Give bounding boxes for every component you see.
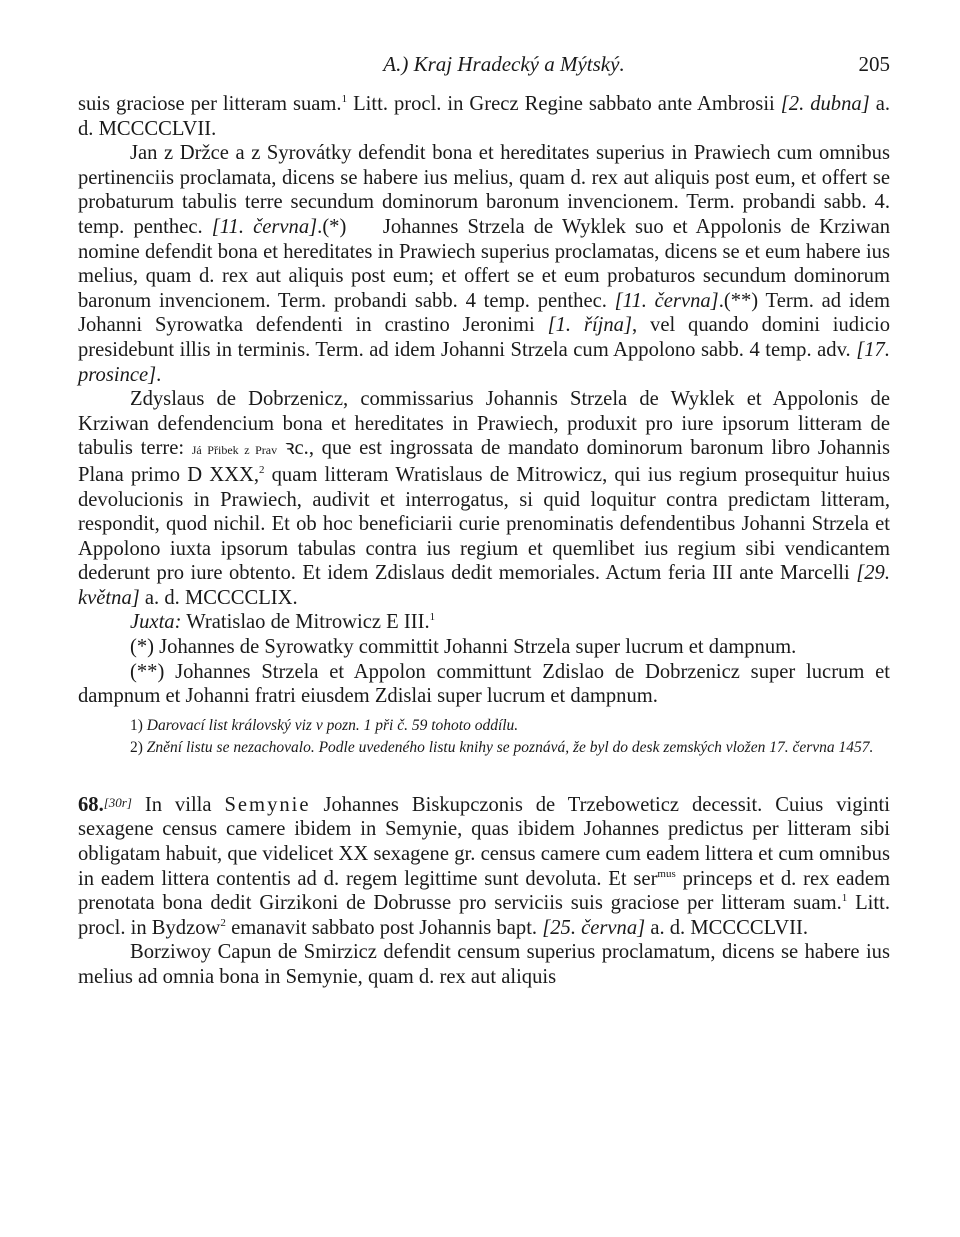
text-run: , vel quando domini iudicio presidebunt illis in terminis. Term. ad idem Johanni Strzela cum Appolono sabb. 4 temp. adv.: [78, 314, 890, 361]
main-text: [78, 92, 896, 709]
text-run: a. d. MCCCCLVII.: [645, 916, 809, 939]
date-note: [2. dubna]: [780, 93, 870, 115]
footnote-mark: 1): [130, 716, 143, 734]
text-run: quam litteram Wratislaus de Mitrowicz, qui ius regium prosequitur huius devolucionis in Prawiech, audivit et interrogatus, si quid loquitur contra predictam litteram, respondit, quod nichil. Et ob hoc beneficiarii curie prenominatis defendentibus Johanni Strzela et Appolono iuxta ipsorum tabulas contra ius regium et quemlibet ius regium sibi vendicantem dederunt pro iure obtento. Et idem Zdislaus dedit memoriales. Actum feria III ante Marcelli: [78, 463, 891, 585]
note-mark: .(*): [317, 215, 347, 238]
juxta-label: Juxta:: [130, 611, 182, 634]
place-name: Semynie: [224, 793, 311, 816]
date-note: [11. června]: [614, 289, 719, 312]
superscript-abbrev: mus: [657, 867, 676, 880]
entry-68-paragraph: [78, 791, 890, 941]
footnote-2: [78, 737, 890, 759]
text-run: Jan z Držce a z Syrovátky defendit bona et hereditates superius in Prawiech cum omnibus pertinenciis proclamata, dicens se habere ius melius, quam d. rex aut aliquis post eum, et offert se probaturum tabulis terre secundum dominorum baronum invencionem. Term. probandi sabb. 4. temp. penthec.: [78, 142, 890, 238]
folio-mark: [30r]: [103, 794, 132, 810]
page-number: 205: [858, 52, 890, 76]
text-run: .: [156, 363, 162, 386]
text-run: Term. ad idem Johanni Syrowatka defendenti in crastino Jeronimi: [78, 289, 891, 337]
paragraph-defense: [78, 141, 896, 387]
footnote-mark: 2): [130, 738, 143, 756]
footnote-ref: 2: [259, 464, 265, 477]
text-run: Litt. procl. in Bydzow: [78, 892, 890, 939]
footnotes: [78, 715, 890, 759]
footnote-ref: 1: [429, 611, 436, 624]
date-note: [29. května]: [78, 562, 890, 609]
entry-68-paragraph-2: Borziwoy Capun de Smirzicz defendit censum superius proclamatum, dicens se habere ius melius ad omnia bona in Semynie, quam d. rex aut aliquis: [78, 941, 890, 988]
section-gap: [78, 759, 890, 791]
paragraph-note-single: (*) Johannes de Syrowatky committit Johanni Strzela super lucrum et dampnum.: [130, 636, 797, 659]
text-run: princeps et d. rex eadem prenotata bona dedit Girzikoni de Dobrusse pro serviciis suis graciose per litteram suam.: [78, 867, 890, 915]
text-run: ꝛc., que est ingrossata de mandato dominorum baronum libro Johannis Plana primo D XXX,: [78, 437, 891, 486]
date-note: [11. června]: [211, 215, 318, 238]
entry-68: [78, 791, 890, 990]
footnote-ref: 2: [220, 916, 226, 929]
date-note: [17. prosince]: [78, 338, 890, 386]
paragraph-commissary: [78, 387, 890, 610]
text-run: Johannes Biskupczonis de Trzeboweticz decessit. Cuius viginti sexagene census camere ibidem in Semynie, quas ibidem Johannes predictus per litteram sibi obligatam habuit, que videlicet XX sexagene gr. census camere cum eadem littera et cum omnibus in eadem littera contentis ad d. regem legittime sunt devoluta. Et ser: [78, 793, 890, 890]
footnote-text: Znění listu se nezachovalo. Podle uvedeného listu knihy se poznává, že byl do desk zemských vložen 17. června 1457.: [142, 738, 874, 756]
running-title: A.) Kraj Hradecký a Mýtský.: [383, 52, 625, 76]
text-run: a. d. MCCCCLIX.: [139, 586, 298, 609]
text-run: a. d. MCCCCLVII.: [78, 93, 890, 140]
paragraph-continuation: [78, 92, 890, 141]
text-run: Johannes Strzela de Wyklek suo et Appolonis de Krziwan nomine defendit bona et hereditates in Prawiech superius proclamatas, dicens se et eum habere ius melius, quam d. rex aut aliquis post eum; et offert se et eum probaturos secundum dominorum baronum invencionem. Term. probandi sabb. 4 temp. penthec.: [78, 215, 896, 312]
text-run: Litt. procl. in Grecz Regine sabbato ante Ambrosii: [347, 93, 781, 115]
text-run: emanavit sabbato post Johannis bapt.: [225, 916, 543, 939]
footnote-ref: 1: [841, 892, 848, 905]
running-header: [78, 52, 890, 92]
paragraph-note-double: (**) Johannes Strzela et Appolon committunt Zdislao de Dobrzenicz super lucrum et dampnum et Johanni fratri eiusdem Zdislai super lucrum et dampnum.: [78, 660, 890, 708]
text-run: Wratislao de Mitrowicz E III.: [181, 611, 430, 634]
entry-number: 68.: [78, 793, 104, 816]
text-run: In villa: [131, 793, 225, 816]
text-run: suis graciose per litteram suam.: [78, 93, 342, 115]
paragraph-juxta: [78, 610, 890, 635]
date-note: [25. června]: [542, 916, 646, 939]
footnote-1: [78, 715, 890, 737]
footnote-text: Darovací list královský viz v pozn. 1 při č. 59 tohoto oddílu.: [142, 716, 519, 734]
text-run: Zdyslaus de Dobrzenicz, commissarius Johannis Strzela de Wyklek et Appolonis de Krziwan defendencium bona et hereditates in Prawiech, produxit pro iure ipsorum litteram de tabulis terre:: [78, 388, 890, 460]
note-mark: .(**): [718, 289, 759, 312]
quoted-incipit: Já Přibek z Prav: [191, 443, 278, 458]
date-note: [1. října]: [547, 314, 632, 337]
footnote-ref: 1: [341, 93, 348, 106]
